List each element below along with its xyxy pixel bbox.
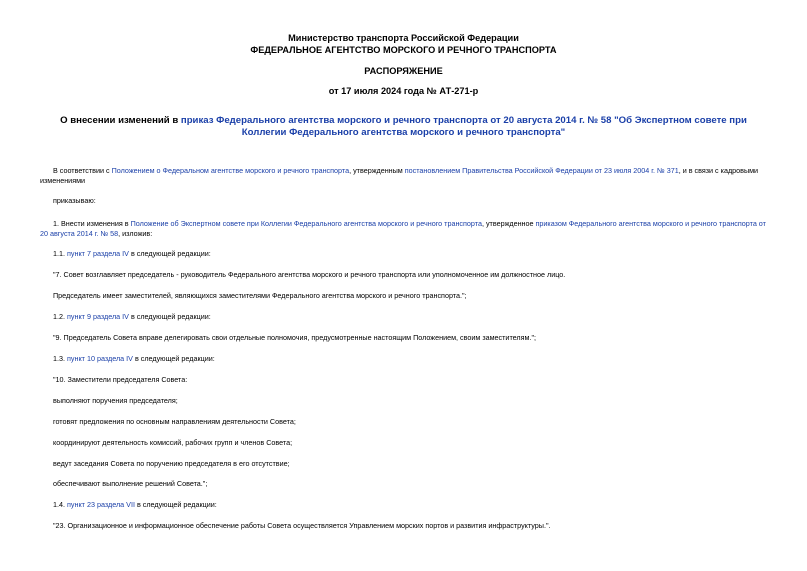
- point-10-line: обеспечивают выполнение решений Совета.";: [53, 479, 208, 488]
- council-regulation-link[interactable]: Положение об Экспертном совете при Коллегии Федерального агентства морского и речного транспорта: [130, 219, 482, 228]
- item-1-text-3: , изложив:: [118, 228, 153, 238]
- item-1-text-1: 1. Внести изменения в: [53, 219, 131, 228]
- order-word: приказываю:: [53, 196, 96, 205]
- subitem-1-1-number: 1.1.: [53, 249, 67, 258]
- subitem-1-1: [53, 249, 781, 259]
- subitem-1-4-number: 1.4.: [53, 500, 67, 509]
- document-type: РАСПОРЯЖЕНИЕ: [364, 66, 443, 76]
- point-7-link[interactable]: пункт 7 раздела IV: [67, 249, 129, 258]
- subitem-1-1-text: в следующей редакции:: [128, 249, 211, 258]
- subitem-1-2: [53, 312, 781, 322]
- subitem-1-3-text: в следующей редакции:: [132, 354, 215, 363]
- point-10-line: выполняют поручения председателя;: [53, 396, 178, 405]
- preamble-paragraph: [40, 166, 768, 185]
- document-date-number: от 17 июля 2024 года № АТ-271-р: [328, 86, 479, 96]
- subitem-1-3: [53, 354, 781, 364]
- point-10-line: "10. Заместители председателя Совета:: [53, 375, 188, 384]
- preamble-text-1: В соответствии с: [53, 166, 112, 175]
- agency-order-link[interactable]: приказом Федерального агентства морского и речного транспорта от 20 августа 2014 г. № 58: [40, 219, 766, 238]
- point-10-line: готовят предложения по основным направлениям деятельности Совета;: [53, 417, 296, 426]
- subitem-1-2-number: 1.2.: [53, 312, 67, 321]
- point-7-text-b: Председатель имеет заместителей, являющихся заместителями Федерального агентства морского и речного транспорта.";: [53, 291, 467, 300]
- point-10-link[interactable]: пункт 10 раздела IV: [67, 354, 133, 363]
- point-9-link[interactable]: пункт 9 раздела IV: [67, 312, 129, 321]
- subitem-1-4-text: в следующей редакции:: [134, 500, 217, 509]
- document-title: [40, 115, 767, 139]
- agency-regulation-link[interactable]: Положением о Федеральном агентстве морского и речного транспорта: [111, 166, 350, 175]
- preamble-text-2: , утвержденным: [349, 166, 405, 175]
- preamble-text-3: , и в связи с кадровыми изменениями: [40, 166, 759, 185]
- point-10-line: ведут заседания Совета по поручению председателя в его отсутствие;: [53, 459, 290, 468]
- point-23-link[interactable]: пункт 23 раздела VII: [67, 500, 135, 509]
- ministry-name: Министерство транспорта Российской Федерации: [288, 33, 519, 43]
- agency-name: ФЕДЕРАЛЬНОЕ АГЕНТСТВО МОРСКОГО И РЕЧНОГО ТРАНСПОРТА: [250, 45, 557, 55]
- subitem-1-3-number: 1.3.: [53, 354, 67, 363]
- point-9-text: "9. Председатель Совета вправе делегировать свои отдельные полномочия, предусмотренные настоящим Положением, своим заместителям.";: [53, 333, 536, 342]
- item-1-text-2: , утвержденное: [481, 219, 536, 228]
- point-10-line: координируют деятельность комиссий, рабочих групп и членов Совета;: [53, 438, 293, 447]
- title-prefix: О внесении изменений в: [60, 115, 181, 126]
- government-resolution-link[interactable]: постановлением Правительства Российской Федерации от 23 июля 2004 г. № 371: [404, 166, 679, 175]
- point-23-text: "23. Организационное и информационное обеспечение работы Совета осуществляется Управлением морских портов и развития инфраструктуры.".: [53, 521, 551, 530]
- item-1-paragraph: [40, 219, 768, 238]
- subitem-1-4: [53, 500, 781, 510]
- subitem-1-2-text: в следующей редакции:: [128, 312, 211, 321]
- point-7-text-a: "7. Совет возглавляет председатель - руководитель Федерального агентства морского и речного транспорта или уполномоченное им должностное лицо.: [53, 270, 566, 279]
- title-order-link[interactable]: приказ Федерального агентства морского и речного транспорта от 20 августа 2014 г. № 58 "Об Экспертном совете при Коллегии Федерального агентства морского и речного транспорта": [180, 115, 747, 138]
